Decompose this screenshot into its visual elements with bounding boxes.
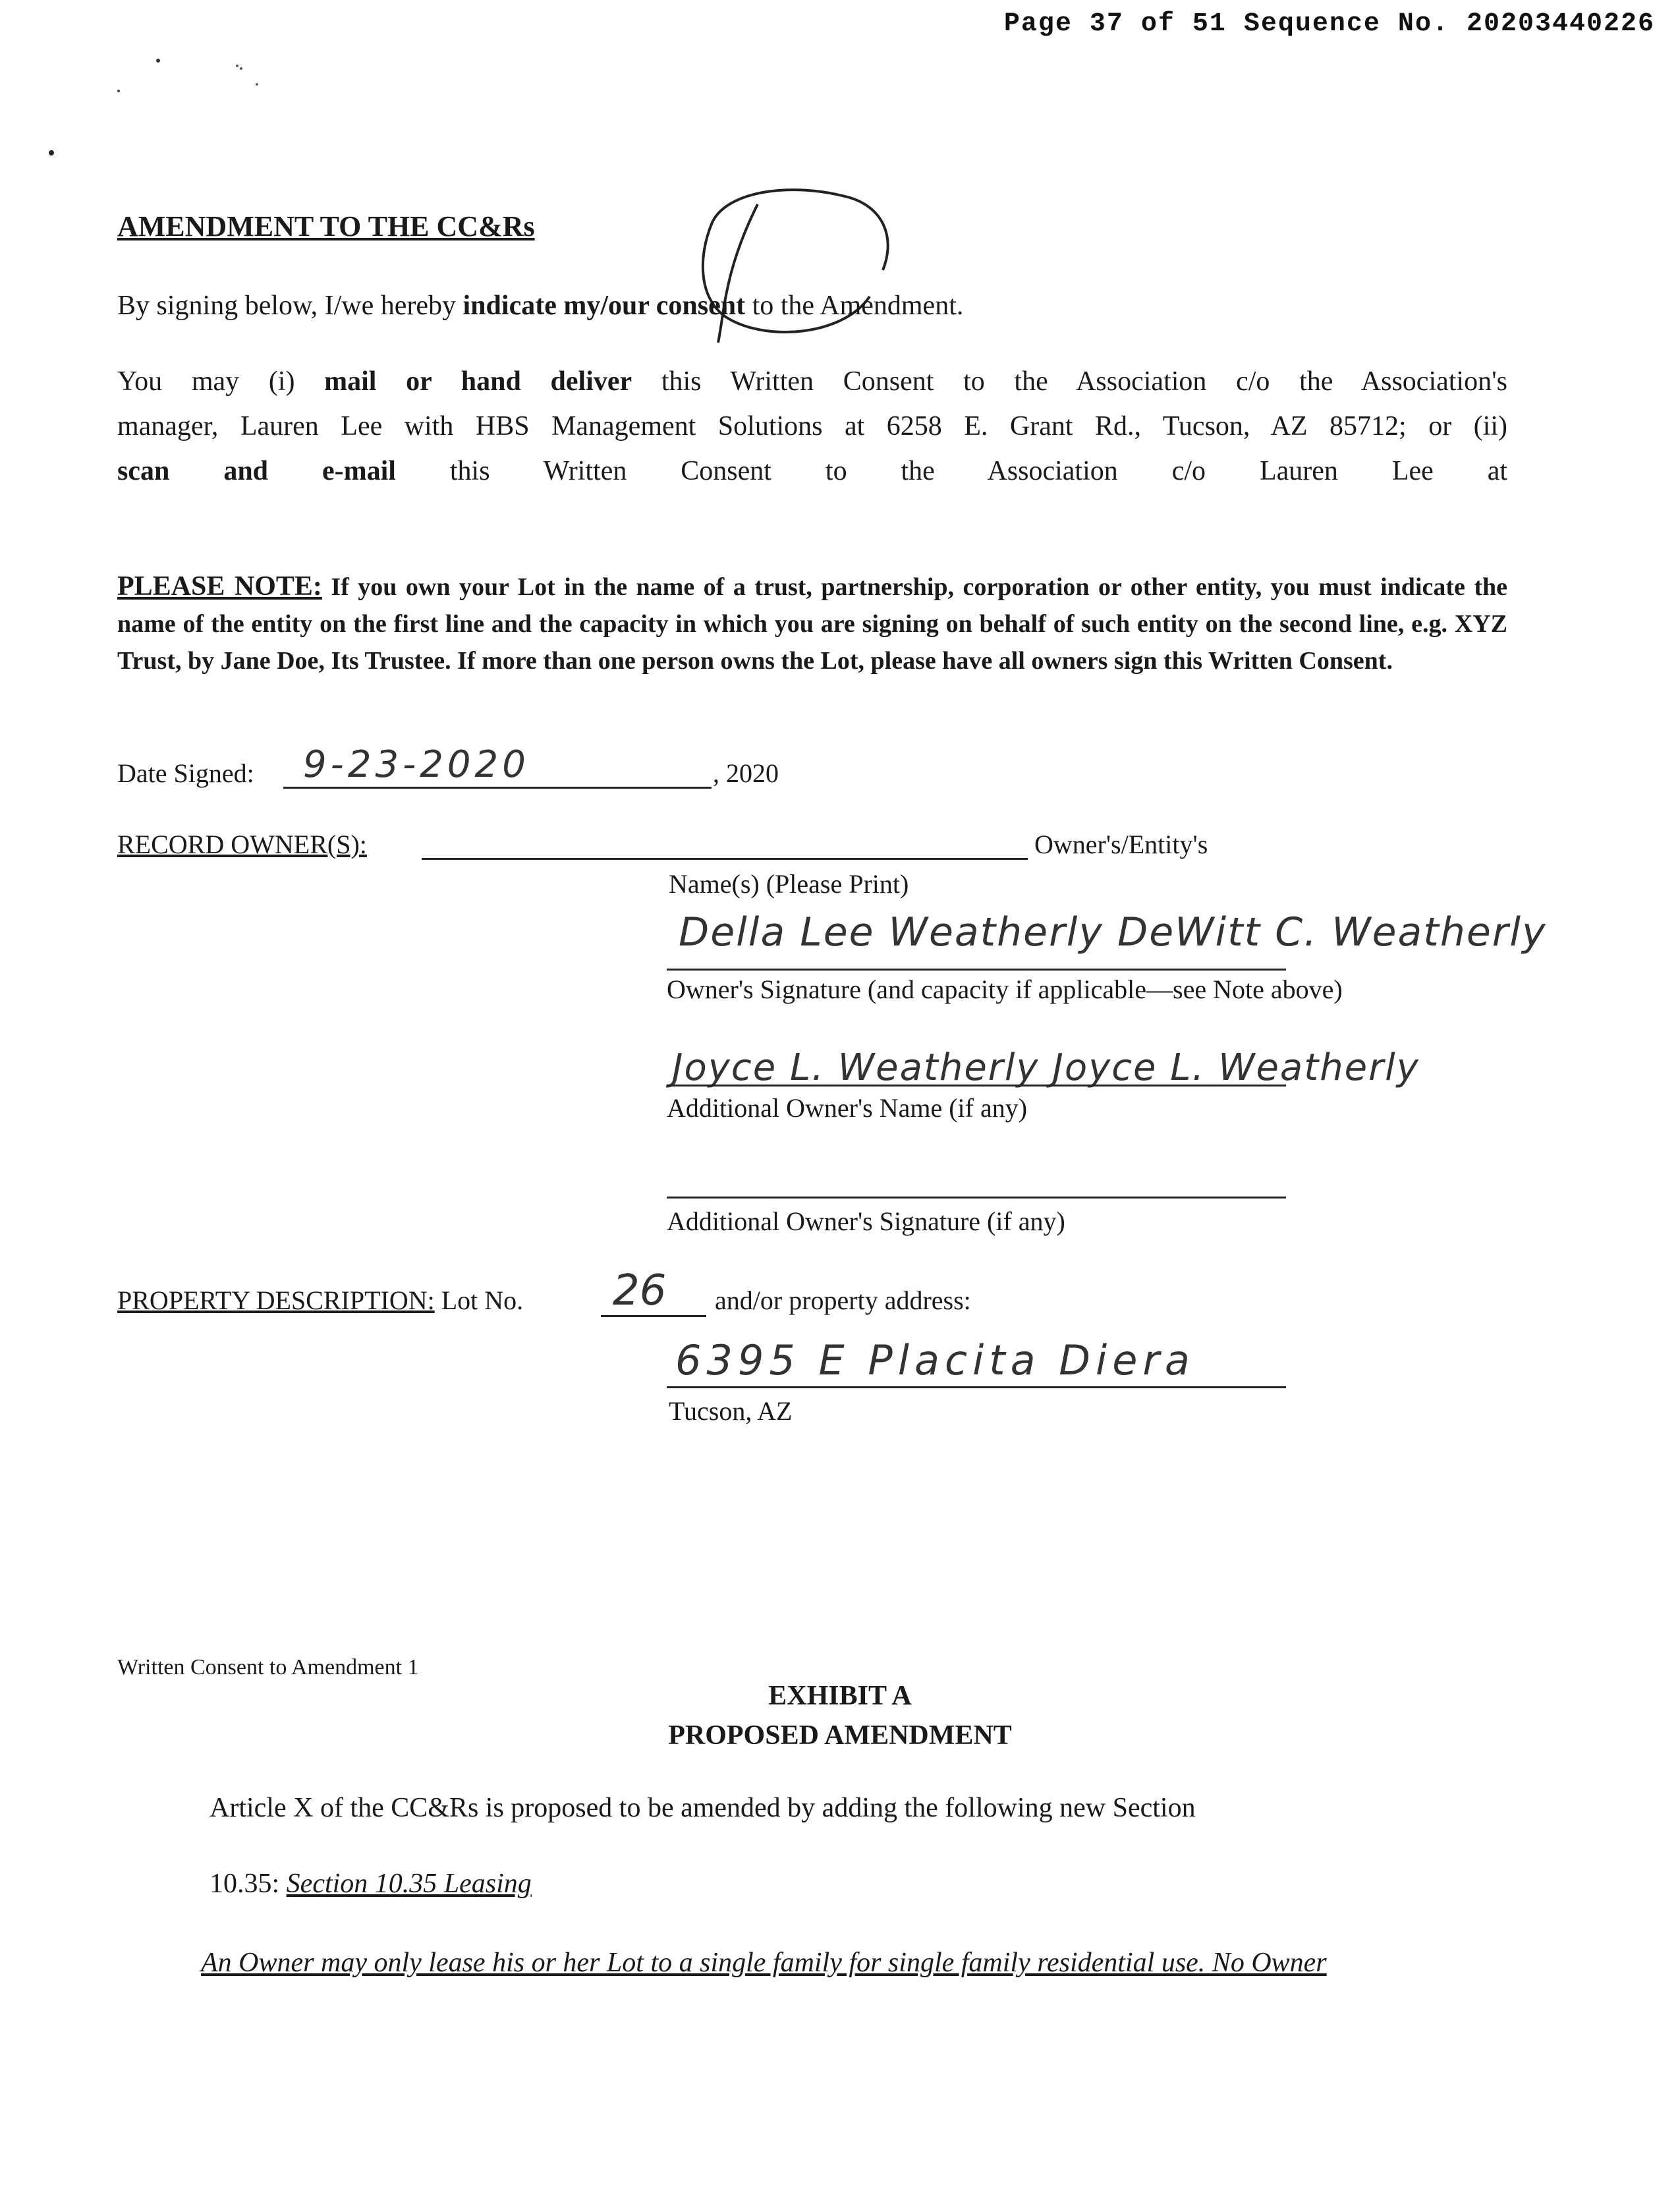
delivery-line-1b: this Written Consent to the Association c/o the Association's	[632, 366, 1507, 397]
consent-text-bold: indicate my/our consent	[462, 291, 746, 321]
please-note-text: If you own your Lot in the name of a trust, partnership, corporation or other entity, you must indicate the name of the entity on the first line and the capacity in which you are signing on behalf of such entity on the second line, e.g. XYZ Trust, by Jane Doe, Its Trustee. If more than one person owns the Lot, please have all owners sign this Written Consent.	[117, 573, 1508, 675]
delivery-and: and	[223, 456, 269, 486]
exhibit-subtitle: PROPOSED AMENDMENT	[668, 1720, 1012, 1751]
section-number: 10.35:	[210, 1869, 287, 1899]
delivery-scan: scan	[117, 456, 170, 486]
consent-statement	[117, 283, 1567, 328]
names-print-label: Name(s) (Please Print)	[669, 869, 909, 899]
owner-signature-value: Della Lee Weatherly DeWitt C. Weatherly	[679, 909, 1547, 955]
additional-owner-name-line	[667, 1054, 1286, 1086]
property-description-label: PROPERTY DESCRIPTION:	[117, 1285, 435, 1315]
please-note-lead: PLEASE NOTE:	[117, 571, 322, 602]
exhibit-line-1: Article X of the CC&Rs is proposed to be amended by adding the following new Section	[210, 1793, 1196, 1823]
delivery-instructions	[117, 359, 1507, 494]
lot-number-value: 26	[613, 1266, 667, 1315]
document-title: AMENDMENT TO THE CC&Rs	[117, 210, 535, 242]
page-sequence-header: Page 37 of 51 Sequence No. 20203440226	[1003, 9, 1655, 39]
owner-entity-label: Owner's/Entity's	[1034, 830, 1208, 859]
exhibit-line-3: An Owner may only lease his or her Lot to a single family for single family residential use. No Owner	[201, 1948, 1327, 1978]
delivery-email: e-mail	[322, 456, 396, 486]
address-label: and/or property address:	[715, 1285, 971, 1315]
written-consent-footer: Written Consent to Amendment 1	[117, 1655, 419, 1679]
address-value: 6395 E Placita Diera	[675, 1336, 1195, 1384]
record-owner-line	[422, 829, 1028, 860]
additional-owner-signature-line	[667, 1166, 1286, 1199]
delivery-line-3	[117, 449, 1507, 494]
delivery-line-1-bold: mail or hand deliver	[324, 366, 632, 397]
record-owner-label: RECORD OWNER(S):	[117, 830, 367, 859]
hand-drawn-circle	[685, 178, 909, 356]
owner-signature-label: Owner's Signature (and capacity if applicable—see Note above)	[667, 974, 1343, 1004]
consent-text-before: By signing below, I/we hereby	[117, 291, 463, 321]
please-note	[117, 568, 1507, 679]
delivery-line-1a: You may (i)	[117, 366, 325, 397]
date-signed-value: 9-23-2020	[303, 743, 530, 786]
delivery-line-1	[117, 359, 1507, 404]
owner-signature-line	[667, 936, 1286, 971]
scan-specks	[40, 53, 277, 171]
date-signed-label: Date Signed:	[117, 758, 254, 788]
delivery-line-3-rest: this Written Consent to the Association c/o Lauren Lee at	[449, 456, 1508, 486]
additional-owner-signature-label: Additional Owner's Signature (if any)	[667, 1206, 1065, 1236]
exhibit-line-2	[210, 1861, 532, 1906]
additional-owner-name-label: Additional Owner's Name (if any)	[667, 1093, 1028, 1123]
address-line	[667, 1357, 1286, 1388]
section-heading: Section 10.35 Leasing	[286, 1869, 532, 1899]
date-signed-suffix: , 2020	[713, 758, 779, 788]
consent-text-after: to the Amendment.	[745, 291, 964, 321]
exhibit-title: EXHIBIT A	[768, 1681, 912, 1711]
lot-number-label: Lot No.	[434, 1285, 524, 1315]
delivery-line-2: manager, Lauren Lee with HBS Management Solutions at 6258 E. Grant Rd., Tucson, AZ 85712; or (ii)	[117, 411, 1507, 441]
additional-owner-name-value: Joyce L. Weatherly Joyce L. Weatherly	[672, 1046, 1420, 1089]
property-description	[117, 1285, 523, 1316]
city-label: Tucson, AZ	[669, 1396, 793, 1426]
